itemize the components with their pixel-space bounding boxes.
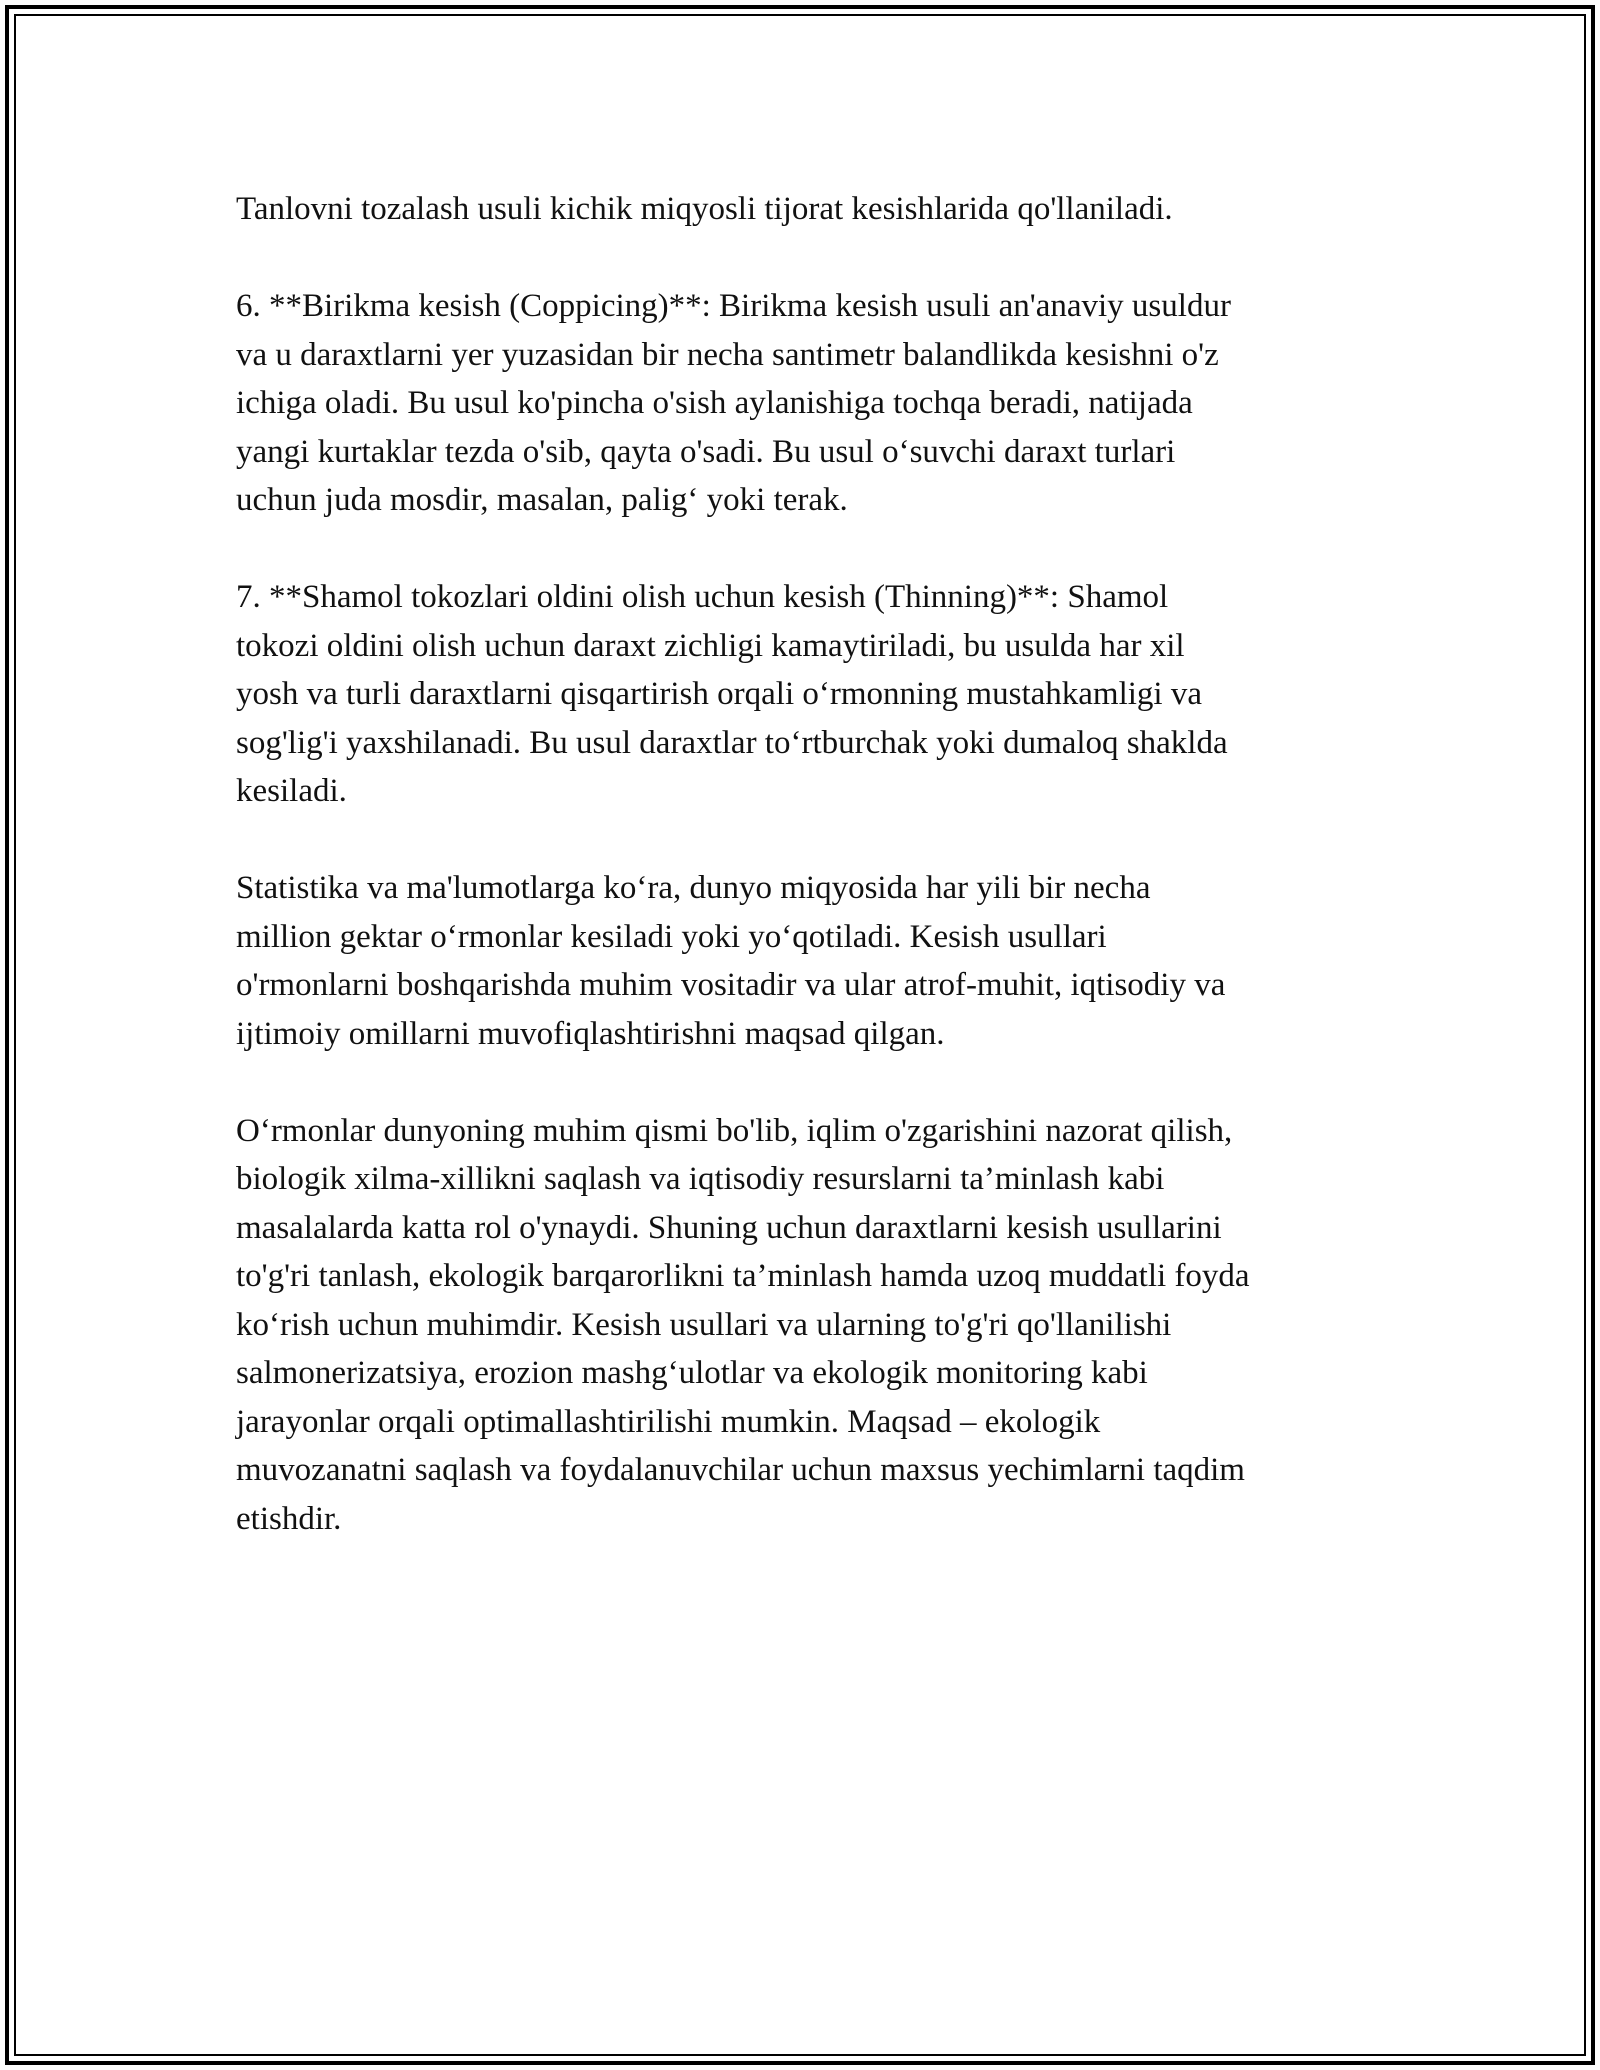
text-line: ichiga oladi. Bu usul ko'pincha o'sish aylanishiga tochqa beradi, natijada: [236, 385, 1193, 421]
document-body: [236, 185, 1376, 1592]
text-line: million gektar o‘rmonlar kesiladi yoki yo‘qotiladi. Kesish usullari: [236, 918, 1107, 955]
text-line: etishdir.: [236, 1500, 342, 1537]
text-line: 6. **Birikma kesish (Coppicing)**: Birikma kesish usuli an'anaviy usuldur: [236, 288, 1231, 324]
text-line: jarayonlar orqali optimallashtirilishi mumkin. Maqsad – ekologik: [236, 1403, 1101, 1440]
text-line: kesiladi.: [236, 773, 347, 809]
text-line: yangi kurtaklar tezda o'sib, qayta o'sadi. Bu usul o‘suvchi daraxt turlari: [236, 433, 1176, 470]
text-line: o'rmonlarni boshqarishda muhim vositadir va ular atrof-muhit, iqtisodiy va: [236, 967, 1226, 1003]
text-line: ijtimoiy omillarni muvofiqlashtirishni maqsad qilgan.: [236, 1015, 945, 1052]
text-line: masalalarda katta rol o'ynaydi. Shuning uchun daraxtlarni kesish usullarini: [236, 1209, 1222, 1246]
text-line: va u daraxtlarni yer yuzasidan bir necha santimetr balandlikda kesishni o'z: [236, 336, 1219, 373]
text-line: uchun juda mosdir, masalan, palig‘ yoki terak.: [236, 482, 848, 518]
paragraph-coppicing: [236, 282, 1376, 525]
text-line: to'g'ri tanlash, ekologik barqarorlikni ta’minlash hamda uzoq muddatli foyda: [236, 1258, 1250, 1294]
text-line: sog'lig'i yaxshilanadi. Bu usul daraxtlar to‘rtburchak yoki dumaloq shaklda: [236, 724, 1228, 761]
paragraph-statistics: [236, 864, 1376, 1058]
text-line: tokozi oldini olish uchun daraxt zichligi kamaytiriladi, bu usulda har xil: [236, 627, 1185, 664]
text-line: O‘rmonlar dunyoning muhim qismi bo'lib, iqlim o'zgarishini nazorat qilish,: [236, 1112, 1233, 1149]
text-line: Tanlovni tozalash usuli kichik miqyosli tijorat kesishlarida qo'llaniladi.: [236, 191, 1173, 227]
paragraph-conclusion: [236, 1107, 1376, 1544]
text-line: biologik xilma-xillikni saqlash va iqtisodiy resurslarni ta’minlash kabi: [236, 1161, 1165, 1197]
text-line: Statistika va ma'lumotlarga ko‘ra, dunyo miqyosida har yili bir necha: [236, 870, 1151, 906]
paragraph-selection-cleaning: [236, 185, 1376, 234]
text-line: muvozanatni saqlash va foydalanuvchilar uchun maxsus yechimlarni taqdim: [236, 1452, 1245, 1488]
text-line: yosh va turli daraxtlarni qisqartirish orqali o‘rmonning mustahkamligi va: [236, 676, 1202, 712]
text-line: salmonerizatsiya, erozion mashg‘ulotlar va ekologik monitoring kabi: [236, 1355, 1148, 1391]
text-line: 7. **Shamol tokozlari oldini olish uchun kesish (Thinning)**: Shamol: [236, 579, 1169, 615]
text-line: ko‘rish uchun muhimdir. Kesish usullari va ularning to'g'ri qo'llanilishi: [236, 1306, 1172, 1343]
paragraph-thinning: [236, 573, 1376, 816]
